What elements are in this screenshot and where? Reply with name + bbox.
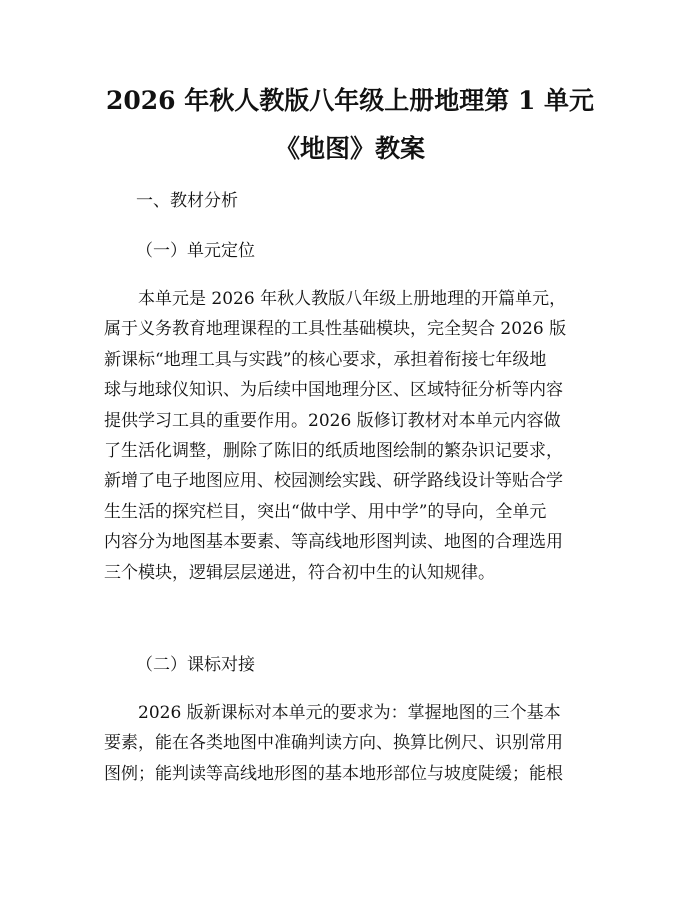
- section-heading-textbook-analysis: 一、教材分析: [136, 191, 238, 211]
- paragraph-line: 图例；能判读等高线地形图的基本地形部位与坡度陡缓；能根: [104, 763, 563, 784]
- subsection-heading-unit-positioning: （一）单元定位: [136, 241, 255, 261]
- paragraph-line: 新课标“地理工具与实践”的核心要求，承担着衔接七年级地: [104, 349, 547, 370]
- paragraph-curriculum-alignment: [104, 698, 596, 789]
- paragraph-line: 本单元是 2026 年秋人教版八年级上册地理的开篇单元，: [138, 289, 567, 309]
- paragraph-line: 三个模块，逻辑层层递进，符合初中生的认知规律。: [104, 562, 495, 583]
- paragraph-line: 球与地球仪知识、为后续中国地理分区、区域特征分析等内容: [104, 380, 563, 401]
- subsection-heading-curriculum-alignment: （二）课标对接: [136, 655, 255, 675]
- paragraph-line: 属于义务教育地理课程的工具性基础模块，完全契合 2026 版: [104, 319, 567, 340]
- document-title-line-2: 《地图》教案: [274, 134, 425, 163]
- paragraph-line: 新增了电子地图应用、校园测绘实践、研学路线设计等贴合学: [104, 471, 563, 492]
- paragraph-line: 2026 版新课标对本单元的要求为：掌握地图的三个基本: [138, 703, 561, 723]
- paragraph-line: 生生活的探究栏目，突出“做中学、用中学”的导向，全单元: [104, 501, 547, 522]
- paragraph-line: 要素，能在各类地图中准确判读方向、换算比例尺、识别常用: [104, 733, 563, 754]
- paragraph-unit-positioning: [104, 284, 596, 588]
- paragraph-line: 内容分为地图基本要素、等高线地形图判读、地图的合理选用: [104, 532, 563, 553]
- document-title-line-1: 2026 年秋人教版八年级上册地理第 1 单元: [105, 86, 595, 115]
- paragraph-line: 了生活化调整，删除了陈旧的纸质地图绘制的繁杂识记要求，: [104, 440, 563, 461]
- paragraph-line: 提供学习工具的重要作用。2026 版修订教材对本单元内容做: [104, 410, 561, 431]
